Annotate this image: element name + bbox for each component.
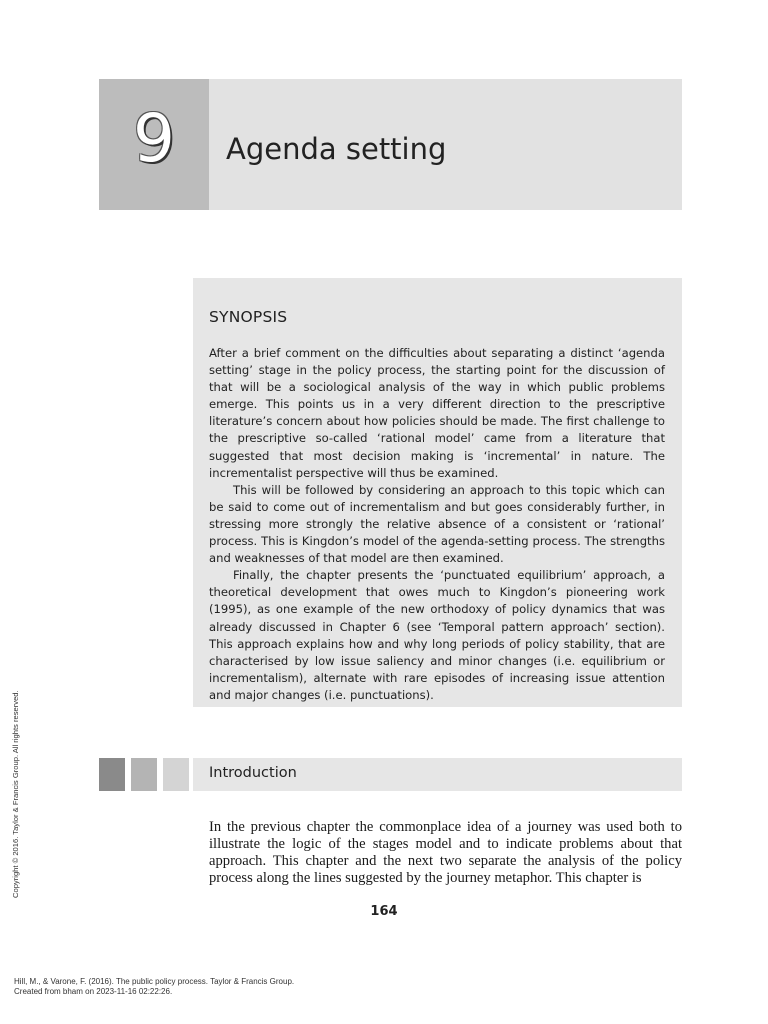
introduction-paragraph: In the previous chapter the commonplace idea of a journey was used both to illustrate the logic of the stages model and to indicate problems about that approach. This chapter and the next two separate the analysis of the policy process along the lines suggested by the journey metaphor. This chapter is — [209, 819, 682, 886]
citation-footer — [14, 977, 294, 997]
synopsis-paragraph-3: Finally, the chapter presents the ‘punctuated equilibrium’ approach, a theoretical development that owes much to Kingdon’s pioneering work (1995), as one example of the new orthodoxy of policy dynamics that was already discussed in Chapter 6 (see ‘Temporal pattern approach’ section). This approach explains how and why long periods of policy stability, that are characterised by low issue saliency and minor changes (i.e. equilibrium or incrementalism), alternate with rare episodes of increasing issue attention and major changes (i.e. punctuations). — [209, 568, 665, 702]
citation-line-1: Hill, M., & Varone, F. (2016). The public policy process. Taylor & Francis Group. — [14, 977, 295, 986]
section-heading-bar — [193, 758, 682, 791]
synopsis-box — [193, 278, 682, 707]
section-marker-medium — [131, 758, 157, 791]
synopsis-body — [209, 345, 665, 704]
page-number: 164 — [370, 904, 398, 919]
citation-line-2: Created from bham on 2023-11-16 02:22:26. — [14, 987, 173, 996]
synopsis-paragraph-1: After a brief comment on the difficulties about separating a distinct ‘agenda setting’ stage in the policy process, the starting point for the discussion of that will be a sociological analysis of the way in which public problems emerge. This points us in a very different direction to the prescriptive literature’s concern about how policies should be made. The first challenge to the prescriptive so-called ‘rational model’ came from a literature that suggested that most decision making is ‘incremental’ in nature. The incrementalist perspective will thus be examined. — [209, 346, 665, 480]
chapter-header — [99, 79, 682, 210]
section-marker-light — [163, 758, 189, 791]
chapter-number: 9 — [133, 100, 175, 177]
chapter-number-box — [99, 79, 209, 210]
chapter-title: Agenda setting — [226, 132, 447, 166]
section-marker-dark — [99, 758, 125, 791]
synopsis-paragraph-2: This will be followed by considering an approach to this topic which can be said to come out of incrementalism and but goes considerably further, in stressing more strongly the relative absence of a consistent or ‘rational’ process. This is Kingdon’s model of the agenda-setting process. The strengths and weaknesses of that model are then examined. — [209, 482, 665, 566]
introduction-heading: Introduction — [209, 765, 297, 781]
side-copyright-notice: Copyright © 2016. Taylor & Francis Group. All rights reserved. — [11, 690, 20, 898]
synopsis-heading: SYNOPSIS — [209, 308, 288, 326]
